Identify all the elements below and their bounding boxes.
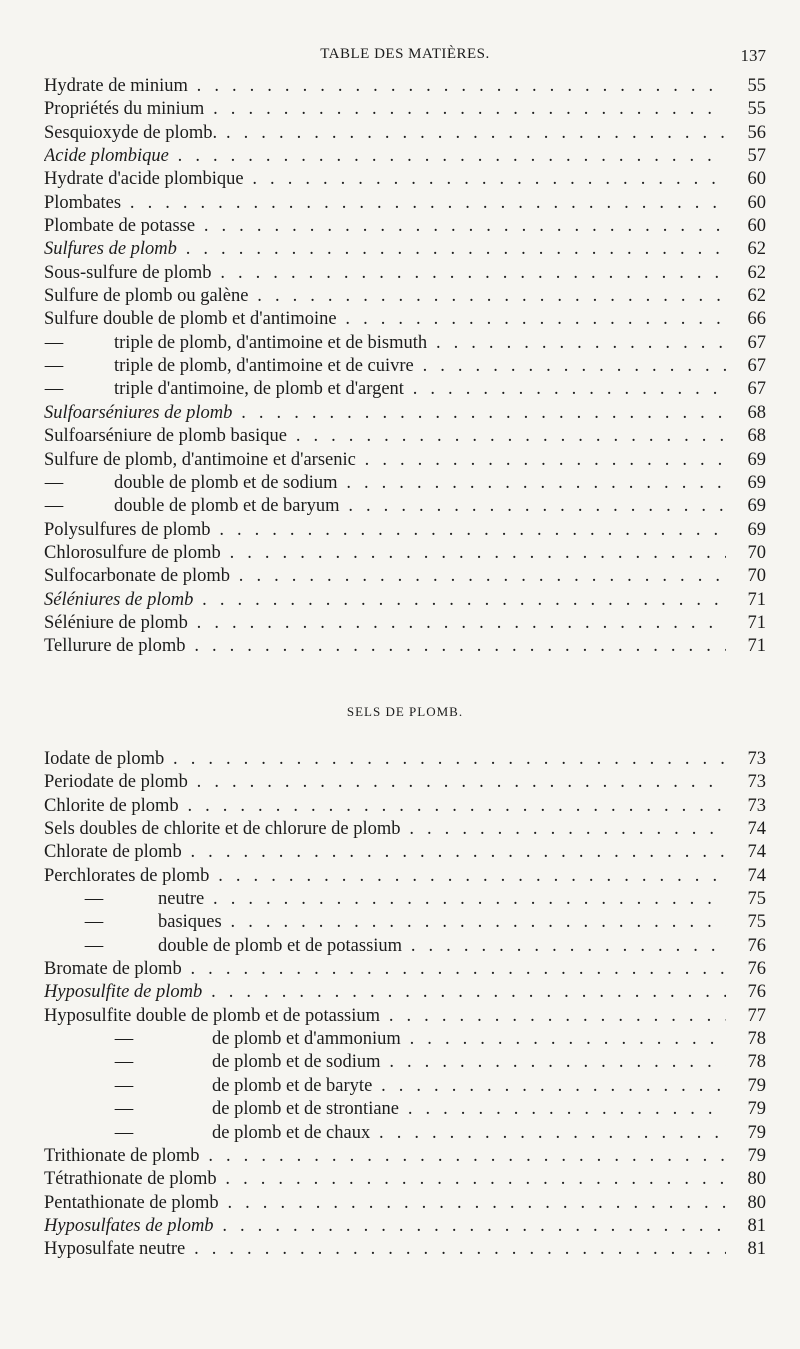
- entry-page-number: 55: [747, 99, 766, 120]
- entry-label-leader: [44, 308, 726, 331]
- toc-entry: [44, 215, 766, 238]
- entry-label-leader: [44, 519, 726, 542]
- running-title: TABLE DES MATIÈRES.: [320, 46, 490, 62]
- entry-page-number: 57: [747, 146, 766, 167]
- toc-entry: [44, 748, 766, 771]
- toc-entry: [44, 425, 766, 448]
- toc-entry: [44, 519, 766, 542]
- ditto-dash: —: [114, 1075, 134, 1096]
- entry-label-leader: [44, 238, 726, 261]
- entry-page-number: 79: [747, 1075, 766, 1096]
- toc-entry: [44, 332, 766, 355]
- entry-page-number: 80: [747, 1169, 766, 1190]
- entry-label-leader: [44, 771, 726, 794]
- entry-page-number: 69: [747, 519, 766, 540]
- entry-label-leader: [44, 981, 726, 1004]
- toc-entry: [44, 192, 766, 215]
- entry-label: Séléniure de plomb: [44, 612, 188, 633]
- entry-label-leader: [158, 935, 726, 958]
- entry-page-number: 76: [747, 959, 766, 980]
- entry-label: Trithionate de plomb: [44, 1145, 200, 1166]
- entry-label: Sulfoarséniure de plomb basique: [44, 426, 288, 447]
- toc-entry: [44, 145, 766, 168]
- entry-label-leader: [114, 378, 726, 401]
- entry-label: de plomb et de sodium: [212, 1052, 381, 1073]
- entry-page-number: 62: [747, 286, 766, 307]
- entry-label-leader: [44, 635, 726, 658]
- toc-entry: [44, 958, 766, 981]
- toc-entry: [44, 635, 766, 658]
- entry-page-number: 69: [747, 496, 766, 517]
- entry-label-leader: [44, 1145, 726, 1168]
- entry-label-leader: [114, 355, 726, 378]
- entry-label: Sesquioxyde de plomb.: [44, 122, 218, 143]
- entry-label: Tellurure de plomb: [44, 636, 186, 657]
- entry-label: triple de plomb, d'antimoine et de bismuth: [114, 332, 428, 353]
- ditto-dash: —: [114, 1099, 134, 1120]
- entry-label-leader: [44, 1215, 726, 1238]
- entry-page-number: 68: [747, 402, 766, 423]
- entry-page-number: 55: [747, 76, 766, 96]
- entry-label: Sels doubles de chlorite et de chlorure de plomb: [44, 819, 401, 840]
- entry-label: Plombate de potasse: [44, 216, 196, 237]
- entry-label-leader: [44, 75, 726, 98]
- entry-page-number: 75: [747, 912, 766, 933]
- entry-label: Sulfure de plomb, d'antimoine et d'arsenic: [44, 449, 356, 470]
- entry-page-number: 81: [747, 1215, 766, 1236]
- toc-entry: [44, 612, 766, 635]
- entry-label: double de plomb et de sodium: [114, 472, 338, 493]
- toc-entry: [44, 1122, 766, 1145]
- toc-entry: [44, 771, 766, 794]
- entry-label: triple d'antimoine, de plomb et d'argent: [114, 379, 404, 400]
- entry-label: Hydrate d'acide plombique: [44, 169, 244, 190]
- entry-label: Bromate de plomb: [44, 959, 182, 980]
- toc-entry: [44, 935, 766, 958]
- entry-page-number: 79: [747, 1122, 766, 1143]
- toc-entry: [44, 818, 766, 841]
- entry-label: Chlorite de plomb: [44, 795, 179, 816]
- ditto-dash: —: [84, 935, 104, 956]
- entry-page-number: 73: [747, 749, 766, 769]
- entry-label-leader: [44, 1192, 726, 1215]
- entry-label-leader: [114, 332, 726, 355]
- entry-page-number: 81: [747, 1239, 766, 1260]
- entry-label: neutre: [158, 889, 205, 910]
- entry-label-leader: [44, 818, 726, 841]
- entry-page-number: 60: [747, 169, 766, 190]
- entry-page-number: 67: [747, 356, 766, 377]
- toc-section-main: [44, 75, 766, 659]
- entry-page-number: 60: [747, 216, 766, 237]
- page-number: 137: [740, 46, 766, 65]
- entry-page-number: 62: [747, 262, 766, 283]
- section-heading: SELS DE PLOMB.: [346, 704, 464, 719]
- toc-entry: [44, 565, 766, 588]
- toc-entry: [44, 1051, 766, 1074]
- entry-page-number: 79: [747, 1099, 766, 1120]
- toc-entry: [44, 1238, 766, 1261]
- entry-label-leader: [44, 122, 726, 145]
- entry-label-leader: [212, 1122, 726, 1145]
- entry-page-number: 78: [747, 1029, 766, 1050]
- entry-page-number: 74: [747, 819, 766, 840]
- toc-entry: [44, 1215, 766, 1238]
- entry-label-leader: [44, 215, 726, 238]
- entry-label-leader: [114, 472, 726, 495]
- toc-entry: [44, 911, 766, 934]
- ditto-dash: —: [44, 332, 64, 353]
- entry-label: Sulfocarbonate de plomb: [44, 566, 230, 587]
- ditto-dash: —: [44, 496, 64, 517]
- entry-label: de plomb et de strontiane: [212, 1099, 400, 1120]
- toc-entry: [44, 589, 766, 612]
- toc-entry: [44, 795, 766, 818]
- entry-page-number: 78: [747, 1052, 766, 1073]
- entry-page-number: 67: [747, 379, 766, 400]
- ditto-dash: —: [84, 889, 104, 910]
- entry-label-leader: [44, 841, 726, 864]
- ditto-dash: —: [114, 1122, 134, 1143]
- entry-page-number: 76: [747, 982, 766, 1003]
- entry-label-leader: [44, 542, 726, 565]
- entry-label-leader: [44, 612, 726, 635]
- ditto-dash: —: [44, 472, 64, 493]
- entry-label: Propriétés du minium: [44, 99, 205, 120]
- entry-label-leader: [212, 1075, 726, 1098]
- entry-label: Polysulfures de plomb: [44, 519, 211, 540]
- entry-page-number: 67: [747, 332, 766, 353]
- entry-label: Hyposulfate neutre: [44, 1239, 186, 1260]
- entry-page-number: 80: [747, 1192, 766, 1213]
- toc-entry: [44, 75, 766, 98]
- entry-page-number: 70: [747, 542, 766, 563]
- entry-label: Chlorosulfure de plomb: [44, 542, 221, 563]
- entry-page-number: 62: [747, 239, 766, 260]
- toc-entry: [44, 378, 766, 401]
- entry-label-leader: [44, 795, 726, 818]
- entry-page-number: 68: [747, 426, 766, 447]
- entry-page-number: 76: [747, 935, 766, 956]
- toc-entry: [44, 981, 766, 1004]
- toc-entry: [44, 1168, 766, 1191]
- entry-page-number: 66: [747, 309, 766, 330]
- entry-label: Sulfure double de plomb et d'antimoine: [44, 309, 337, 330]
- entry-label-leader: [44, 449, 726, 472]
- toc-entry: [44, 1075, 766, 1098]
- entry-label-leader: [44, 192, 726, 215]
- toc-entry: [44, 1028, 766, 1051]
- entry-label: basiques: [158, 912, 222, 933]
- entry-label: double de plomb et de baryum: [114, 496, 340, 517]
- entry-label-leader: [114, 495, 726, 518]
- entry-label-leader: [44, 425, 726, 448]
- entry-label-leader: [44, 402, 726, 425]
- entry-label-leader: [44, 262, 726, 285]
- entry-label: de plomb et de baryte: [212, 1075, 373, 1096]
- toc-entry: [44, 122, 766, 145]
- page-header: [44, 46, 766, 70]
- toc-entry: [44, 262, 766, 285]
- entry-label: Sulfure de plomb ou galène: [44, 286, 249, 307]
- entry-page-number: 71: [747, 589, 766, 610]
- entry-page-number: 69: [747, 472, 766, 493]
- toc-entry: [44, 238, 766, 261]
- entry-label: Periodate de plomb: [44, 772, 188, 793]
- entry-label: Chlorate de plomb: [44, 842, 182, 863]
- entry-label-leader: [44, 1238, 726, 1261]
- entry-label-leader: [44, 589, 726, 612]
- entry-label: Plombates: [44, 192, 122, 213]
- entry-label-leader: [158, 888, 726, 911]
- entry-label: Perchlorates de plomb: [44, 865, 210, 886]
- entry-page-number: 74: [747, 842, 766, 863]
- ditto-dash: —: [44, 379, 64, 400]
- entry-label-leader: [44, 98, 726, 121]
- entry-label: Sulfures de plomb: [44, 239, 177, 260]
- toc-section-sels-de-plomb: [44, 748, 766, 1262]
- toc-entry: [44, 308, 766, 331]
- entry-label-leader: [44, 1005, 726, 1028]
- entry-page-number: 60: [747, 192, 766, 213]
- entry-label: Hydrate de minium: [44, 76, 188, 96]
- entry-label-leader: [212, 1028, 726, 1051]
- toc-entry: [44, 98, 766, 121]
- entry-label-leader: [44, 285, 726, 308]
- entry-label: Pentathionate de plomb: [44, 1192, 219, 1213]
- entry-page-number: 56: [747, 122, 766, 143]
- entry-label: Tétrathionate de plomb: [44, 1169, 217, 1190]
- entry-page-number: 71: [747, 636, 766, 657]
- entry-label: Iodate de plomb: [44, 749, 165, 769]
- entry-label-leader: [44, 958, 726, 981]
- entry-label-leader: [44, 865, 726, 888]
- entry-page-number: 74: [747, 865, 766, 886]
- toc-entry: [44, 888, 766, 911]
- entry-label-leader: [212, 1098, 726, 1121]
- entry-label: de plomb et d'ammonium: [212, 1029, 401, 1050]
- entry-label-leader: [44, 168, 726, 191]
- ditto-dash: —: [114, 1029, 134, 1050]
- entry-label: Séléniures de plomb: [44, 589, 194, 610]
- toc-entry: [44, 542, 766, 565]
- entry-label: Hyposulfite de plomb: [44, 982, 203, 1003]
- toc-entry: [44, 355, 766, 378]
- toc-entry: [44, 402, 766, 425]
- entry-label: triple de plomb, d'antimoine et de cuivre: [114, 356, 414, 377]
- entry-label: Hyposulfates de plomb: [44, 1215, 214, 1236]
- entry-label-leader: [212, 1051, 726, 1074]
- entry-page-number: 73: [747, 772, 766, 793]
- entry-page-number: 70: [747, 566, 766, 587]
- entry-page-number: 77: [747, 1005, 766, 1026]
- entry-label-leader: [44, 1168, 726, 1191]
- entry-label: double de plomb et de potassium: [158, 935, 403, 956]
- entry-label: Acide plombique: [44, 146, 169, 167]
- toc-entry: [44, 449, 766, 472]
- toc-entry: [44, 472, 766, 495]
- entry-label: Sous-sulfure de plomb: [44, 262, 212, 283]
- toc-entry: [44, 1192, 766, 1215]
- entry-label-leader: [44, 748, 726, 771]
- ditto-dash: —: [84, 912, 104, 933]
- toc-entry: [44, 1145, 766, 1168]
- toc-entry: [44, 285, 766, 308]
- entry-page-number: 79: [747, 1145, 766, 1166]
- toc-entry: [44, 1005, 766, 1028]
- entry-label: Sulfoarséniures de plomb: [44, 402, 233, 423]
- entry-page-number: 71: [747, 612, 766, 633]
- entry-label: Hyposulfite double de plomb et de potassium: [44, 1005, 381, 1026]
- entry-page-number: 69: [747, 449, 766, 470]
- entry-label-leader: [44, 565, 726, 588]
- toc-entry: [44, 865, 766, 888]
- entry-page-number: 75: [747, 889, 766, 910]
- entry-page-number: 73: [747, 795, 766, 816]
- ditto-dash: —: [114, 1052, 134, 1073]
- entry-label-leader: [44, 145, 726, 168]
- entry-label: de plomb et de chaux: [212, 1122, 371, 1143]
- entry-label-leader: [158, 911, 726, 934]
- toc-entry: [44, 1098, 766, 1121]
- toc-entry: [44, 168, 766, 191]
- toc-entry: [44, 495, 766, 518]
- toc-entry: [44, 841, 766, 864]
- ditto-dash: —: [44, 356, 64, 377]
